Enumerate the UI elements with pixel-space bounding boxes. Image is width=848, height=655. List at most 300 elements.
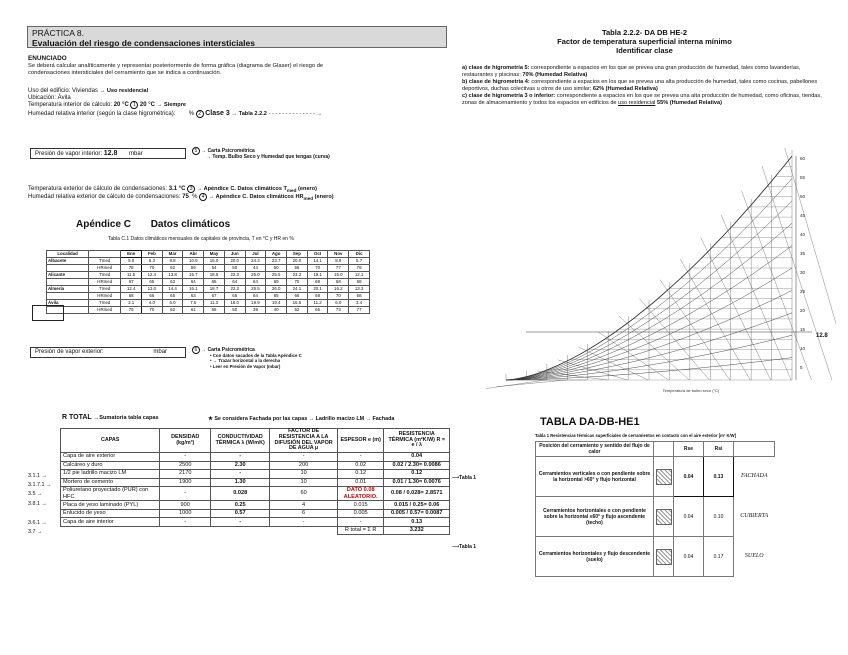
practice-header bbox=[27, 26, 447, 48]
rtotal-sum-value: 3.232 bbox=[384, 526, 450, 535]
apendice-title: Apéndice C Datos climáticos bbox=[76, 219, 231, 230]
presion-int-value: 12.8 bbox=[103, 150, 118, 157]
uso-note: Uso residencial bbox=[106, 88, 149, 94]
climate-value: 10.9 bbox=[183, 258, 204, 265]
capas-row bbox=[61, 509, 450, 518]
capas-cell-mu: 10 bbox=[270, 478, 338, 487]
enunciado-line2: condensaciones intersticiales del cerramiento que se indica a continuación. bbox=[28, 69, 222, 76]
climate-loc: Ávila bbox=[47, 300, 89, 307]
hr-ext-value: 75 bbox=[182, 193, 189, 200]
capas-cell-dens: 900 bbox=[160, 501, 211, 510]
climate-value: 63 bbox=[183, 293, 204, 300]
presion-int-notes: 5 → Carta Psicrométrica → Temp. Bulbo Seco y Humedad que tengas (curva) bbox=[192, 148, 330, 160]
climate-row bbox=[47, 307, 370, 314]
climate-value: 3.4 bbox=[349, 300, 370, 307]
chart-ytick-label: 45 bbox=[800, 213, 806, 218]
da-rse: 0.04 bbox=[674, 457, 704, 497]
humedad-note: Clase 3 bbox=[205, 109, 230, 117]
capas-cell-mu: 4 bbox=[270, 501, 338, 510]
rtotal-star-note: ★ Se considera Fachada por las capas → Ladrillo macizo LM → Fachada bbox=[208, 416, 395, 422]
climate-value: 64 bbox=[183, 279, 204, 286]
capas-head-cell: CAPAS bbox=[61, 429, 160, 453]
ubicacion-line: Ubicación: Ávila bbox=[28, 95, 71, 102]
capas-cell-esp: DATO 0.08 ALEATORIO. bbox=[337, 487, 384, 501]
capas-cell-capa: Capa de aire exterior bbox=[61, 453, 160, 462]
da-desc: Cerramientos verticales o con pendiente sobre la horizontal >60° y flujo horizontal bbox=[536, 457, 654, 497]
da-rse: 0.04 bbox=[674, 537, 704, 577]
climate-value: 25.5 bbox=[266, 272, 287, 279]
da-table: Posición del cerramiento y sentido del flujo de calor Rse Rsi Cerramientos verticales o con pendiente sobre la horizontal >60° y flujo horizontal 0.04 0.13 FACHADA Cerramientos horizontales o con pendiente sobre la horizontal ≤60° y flujo ascendente (techo) 0.04 0.10 CUBIERTA Cerramientos horizontales y flujo descendente (suelo) 0.04 0.17 SUELO bbox=[535, 441, 775, 577]
climate-value: 78 bbox=[349, 265, 370, 272]
climate-value: 3.1 bbox=[121, 300, 142, 307]
climate-row bbox=[47, 300, 370, 307]
presion-ext-label: Presión de vapor exterior: bbox=[35, 349, 104, 355]
climate-loc: Albacete bbox=[47, 258, 89, 265]
psychrometric-chart bbox=[486, 148, 836, 396]
capas-side-label: 3.7 → bbox=[28, 529, 43, 535]
climate-value: 66 bbox=[287, 293, 308, 300]
capas-cell-dens: 2170 bbox=[160, 470, 211, 479]
capas-row bbox=[61, 518, 450, 527]
climate-value: 24.1 bbox=[287, 286, 308, 293]
climate-value: 13.8 bbox=[162, 272, 183, 279]
capas-row bbox=[61, 501, 450, 510]
capas-head-cell: FACTOR DE RESISTENCIA A LA DIFUSIÓN DEL VAPOR DE AGUA μ bbox=[270, 429, 338, 453]
climate-value: 50 bbox=[224, 307, 245, 314]
capas-cell-esp: - bbox=[337, 453, 384, 462]
climate-value: 22.3 bbox=[224, 272, 245, 279]
climate-value: 75 bbox=[121, 307, 142, 314]
capas-cell-cond: 0.57 bbox=[211, 509, 270, 518]
capas-cell-esp: 0.02 bbox=[337, 461, 384, 470]
climate-value: 50 bbox=[266, 265, 287, 272]
climate-value: 78 bbox=[121, 265, 142, 272]
climate-value: 23.2 bbox=[287, 272, 308, 279]
capas-head-cell: DENSIDAD (kg/m³) bbox=[160, 429, 211, 453]
da-row bbox=[536, 537, 775, 577]
capas-cell-res: 0.01 / 1.30= 0.0076 bbox=[384, 478, 450, 487]
climate-value: 20.0 bbox=[224, 258, 245, 265]
capas-cell-mu: 10 bbox=[270, 470, 338, 479]
presion-int-label: Presión de vapor interior: bbox=[35, 151, 103, 157]
climate-value: 16.0 bbox=[224, 300, 245, 307]
climate-value: 64 bbox=[245, 293, 266, 300]
climate-row bbox=[47, 286, 370, 293]
circle-5: 5 bbox=[192, 147, 200, 155]
capas-cell-capa: Enlucido de yeso bbox=[61, 509, 160, 518]
capas-cell-dens: 1900 bbox=[160, 478, 211, 487]
climate-value: 44 bbox=[245, 265, 266, 272]
capas-cell-cond: - bbox=[211, 470, 270, 479]
capas-cell-dens: 2500 bbox=[160, 461, 211, 470]
tabla1-ref-top: ⟶Tabla 1 bbox=[452, 475, 477, 481]
capas-cell-capa: 1/2 pie ladrillo macizo LM bbox=[61, 470, 160, 479]
climate-value: 22.3 bbox=[224, 286, 245, 293]
climate-value: 65 bbox=[204, 279, 225, 286]
climate-table bbox=[46, 250, 370, 314]
avila-highlight bbox=[32, 305, 64, 321]
climate-head-cell: Abr bbox=[183, 251, 204, 258]
capas-cell-res: 0.12 bbox=[384, 470, 450, 479]
temp-ext-note: Apéndice C. Datos climáticos T bbox=[203, 186, 287, 192]
climate-value: 8.9 bbox=[328, 258, 349, 265]
da-row bbox=[536, 457, 775, 497]
climate-head-cell: Localidad bbox=[47, 251, 89, 258]
climate-head-cell: Jun bbox=[224, 251, 245, 258]
chart-grid-line bbox=[496, 380, 566, 387]
chart-ytick-label: 20 bbox=[800, 308, 806, 313]
capas-cell-res: 0.02 / 2.30= 0.0086 bbox=[384, 461, 450, 470]
climate-value: 11.5 bbox=[121, 272, 142, 279]
climate-value: 68 bbox=[307, 293, 328, 300]
presion-ext-box bbox=[30, 347, 186, 358]
enunciado-label: ENUNCIADO bbox=[28, 55, 67, 62]
climate-value: 70 bbox=[328, 293, 349, 300]
climate-head-cell bbox=[89, 251, 121, 258]
climate-value: 65 bbox=[224, 293, 245, 300]
climate-value: 67 bbox=[121, 279, 142, 286]
climate-value: 4.0 bbox=[142, 300, 163, 307]
climate-value: 15.7 bbox=[183, 272, 204, 279]
capas-cell-capa: Capa de aire interior bbox=[61, 518, 160, 527]
climate-value: 20.0 bbox=[287, 258, 308, 265]
capas-cell-dens: - bbox=[160, 518, 211, 527]
chart-grid-line bbox=[619, 316, 689, 380]
capas-cell-cond: 1.30 bbox=[211, 478, 270, 487]
capas-cell-cond: - bbox=[211, 518, 270, 527]
climate-var: HRmed bbox=[89, 279, 121, 286]
climate-value: 62 bbox=[162, 307, 183, 314]
capas-side-label: 3.6.1 → bbox=[28, 520, 47, 526]
climate-var: Tmed bbox=[89, 258, 121, 265]
capas-cell-cond: 0.25 bbox=[211, 501, 270, 510]
chart-grid-line bbox=[486, 380, 546, 390]
climate-value: 61 bbox=[183, 307, 204, 314]
climate-value: 70 bbox=[142, 265, 163, 272]
chart-ytick-label: 10 bbox=[800, 346, 806, 351]
climate-value: 13.3 bbox=[349, 286, 370, 293]
capas-row bbox=[61, 453, 450, 462]
climate-value: 52 bbox=[287, 307, 308, 314]
rtotal-sum-label: R total = Σ R bbox=[337, 526, 384, 535]
climate-head-cell: Feb bbox=[142, 251, 163, 258]
climate-loc bbox=[47, 279, 89, 286]
climate-value: 19.9 bbox=[245, 300, 266, 307]
climate-var: Tmed bbox=[89, 272, 121, 279]
tabla1-ref-bottom: ⟶Tabla 1 bbox=[452, 544, 477, 550]
climate-value: 16.5 bbox=[287, 300, 308, 307]
climate-value: 73 bbox=[328, 307, 349, 314]
climate-value: 64 bbox=[245, 279, 266, 286]
da-tag: SUELO bbox=[744, 552, 764, 559]
climate-value: 67 bbox=[204, 293, 225, 300]
temp-int-note: 20 °C bbox=[139, 102, 155, 109]
temp-int-note2: Siempre bbox=[163, 102, 187, 109]
climate-value: 12.1 bbox=[349, 272, 370, 279]
climate-value: 25.0 bbox=[245, 272, 266, 279]
climate-value: 6.3 bbox=[142, 258, 163, 265]
capas-row bbox=[61, 487, 450, 501]
chart-marker-label: 12.8 bbox=[816, 333, 828, 339]
climate-value: 70 bbox=[307, 265, 328, 272]
climate-row bbox=[47, 279, 370, 286]
climate-value: 39 bbox=[245, 307, 266, 314]
climate-value: 26.0 bbox=[266, 286, 287, 293]
chart-grid-line bbox=[537, 371, 607, 380]
hr-ext-label: Humedad relativa exterior de cálculo de condensaciones: bbox=[28, 193, 181, 200]
climate-row bbox=[47, 293, 370, 300]
circle-6: 6 bbox=[192, 346, 200, 354]
climate-value: 11.2 bbox=[307, 300, 328, 307]
capas-cell-cond: 2.30 bbox=[211, 461, 270, 470]
chart-ytick-label: 5 bbox=[800, 365, 803, 370]
capas-cell-mu: - bbox=[270, 453, 338, 462]
climate-value: 5.7 bbox=[349, 258, 370, 265]
climate-head-cell: Ago bbox=[266, 251, 287, 258]
climate-value: 6.0 bbox=[162, 300, 183, 307]
temp-int-value: 20 °C bbox=[113, 102, 129, 109]
climate-var: HRmed bbox=[89, 265, 121, 272]
capas-row bbox=[61, 470, 450, 479]
climate-value: 50 bbox=[224, 265, 245, 272]
climate-value: 15.0 bbox=[328, 272, 349, 279]
da-rsi: 0.17 bbox=[704, 537, 734, 577]
presion-int-note1: Carta Psicrométrica bbox=[207, 148, 255, 154]
climate-var: HRmed bbox=[89, 307, 121, 314]
capas-cell-capa: Mortero de cemento bbox=[61, 478, 160, 487]
capas-cell-res: 0.005 / 0.57= 0.0087 bbox=[384, 509, 450, 518]
climate-value: 7.5 bbox=[183, 300, 204, 307]
capas-cell-esp: 0.01 bbox=[337, 478, 384, 487]
capas-cell-res: 0.015 / 0.25= 0.06 bbox=[384, 501, 450, 510]
climate-value: 25.5 bbox=[245, 286, 266, 293]
climate-value: 68 bbox=[121, 293, 142, 300]
climate-value: 65 bbox=[266, 293, 287, 300]
rtotal-label: R TOTAL →Sumatoria tabla capas bbox=[62, 414, 159, 421]
chart-grid-line bbox=[701, 238, 771, 380]
chart-grid-line bbox=[721, 215, 791, 380]
chart-ytick-label: 30 bbox=[800, 270, 806, 275]
climate-value: 14.4 bbox=[162, 286, 183, 293]
enunciado-block bbox=[28, 55, 448, 77]
climate-value: 19.4 bbox=[266, 300, 287, 307]
climate-value: 55 bbox=[204, 307, 225, 314]
climate-value: 12.4 bbox=[142, 272, 163, 279]
capas-cell-esp: 0.005 bbox=[337, 509, 384, 518]
climate-value: 24.3 bbox=[245, 258, 266, 265]
capas-cell-capa: Placa de yeso laminado (PYL) bbox=[61, 501, 160, 510]
climate-value: 68 bbox=[328, 279, 349, 286]
climate-value: 8.8 bbox=[162, 258, 183, 265]
presion-ext-unit: mbar bbox=[153, 349, 168, 355]
climate-var: Tmed bbox=[89, 300, 121, 307]
capas-side-label: 3.5 → bbox=[28, 491, 43, 497]
climate-head-cell: Dic bbox=[349, 251, 370, 258]
climate-value: 23.7 bbox=[266, 258, 287, 265]
da-desc: Cerramientos horizontales y flujo descendente (suelo) bbox=[536, 537, 654, 577]
capas-head-cell: ESPESOR e (m) bbox=[337, 429, 384, 453]
climate-value: 18.7 bbox=[204, 286, 225, 293]
capas-cell-mu: - bbox=[270, 518, 338, 527]
presion-ext-notes: 6 → Carta Psicrométrica • Con datos sacados de la Tabla Apéndice C • → Trazar horizontal a la derecha • Leer en Presión de Vapor (mbar) bbox=[192, 347, 302, 369]
da-caption: Tabla 1 Resistencias térmicas superficiales de cerramientos en contacto con el aire exterior [m² K/W] bbox=[535, 433, 736, 438]
climate-value: 64 bbox=[224, 279, 245, 286]
circle-1: 1 bbox=[130, 101, 138, 109]
chart-ytick-label: 15 bbox=[800, 327, 806, 332]
enunciado-line1: Se deberá calcular analíticamente y representar posteriormente de forma gráfica (diagrama de Glaser) el riesgo de bbox=[28, 62, 324, 69]
capas-side-label: 3.1.1 → bbox=[28, 473, 47, 479]
da-title: TABLA DA-DB-HE1 bbox=[540, 416, 640, 428]
chart-ytick-label: 60 bbox=[800, 156, 806, 161]
climate-value: 5.0 bbox=[121, 258, 142, 265]
climate-value: 66 bbox=[142, 293, 163, 300]
climate-head-cell: Sep bbox=[287, 251, 308, 258]
climate-value: 19.1 bbox=[307, 272, 328, 279]
climate-value: 20.1 bbox=[307, 286, 328, 293]
presion-int-box bbox=[30, 148, 186, 159]
climate-var: HRmed bbox=[89, 293, 121, 300]
climate-value: 77 bbox=[349, 307, 370, 314]
chart-ytick-label: 25 bbox=[800, 289, 806, 294]
capas-cell-dens: - bbox=[160, 453, 211, 462]
climate-value: 13.0 bbox=[142, 286, 163, 293]
climate-value: 65 bbox=[142, 279, 163, 286]
climate-row bbox=[47, 265, 370, 272]
capas-cell-res: 0.04 bbox=[384, 453, 450, 462]
climate-value: 65 bbox=[307, 307, 328, 314]
practice-title: PRÁCTICA 8. bbox=[32, 28, 84, 38]
humedad-int-unit: % bbox=[188, 110, 195, 117]
circle-4: 4 bbox=[199, 193, 207, 201]
climate-loc: Alicante bbox=[47, 272, 89, 279]
da-tag: CUBIERTA bbox=[740, 512, 769, 519]
temp-int-label: Temperatura interior de cálculo: bbox=[28, 102, 113, 109]
da-row bbox=[536, 497, 775, 537]
climate-value: 16.2 bbox=[328, 286, 349, 293]
da-diagram bbox=[654, 457, 674, 497]
da-diagram bbox=[654, 497, 674, 537]
chart-ytick-label: 40 bbox=[800, 232, 806, 237]
da-rsi: 0.13 bbox=[704, 457, 734, 497]
capas-cell-cond: 0.028 bbox=[211, 487, 270, 501]
presion-ext-note1: Carta Psicrométrica bbox=[207, 347, 255, 353]
climate-value: 68 bbox=[349, 293, 370, 300]
capas-side-label: 3.8.1 → bbox=[28, 501, 47, 507]
chart-ytick-label: 50 bbox=[800, 194, 806, 199]
temp-ext-value: 3.1 °C bbox=[168, 186, 186, 192]
climate-value: 18.5 bbox=[204, 272, 225, 279]
capas-cell-esp: - bbox=[337, 518, 384, 527]
climate-value: 65 bbox=[162, 293, 183, 300]
capas-cell-mu: 200 bbox=[270, 461, 338, 470]
presion-int-unit: mbar bbox=[129, 151, 143, 157]
da-tag: FACHADA bbox=[740, 473, 768, 480]
climate-head-cell: Mar bbox=[162, 251, 183, 258]
chart-ytick-label: 35 bbox=[800, 251, 806, 256]
chart-xlabel: Temperatura de bulbo seco (°C) bbox=[662, 388, 720, 393]
climate-value: 14.1 bbox=[307, 258, 328, 265]
capas-cell-cond: - bbox=[211, 453, 270, 462]
humedad-int-label: Humedad relativa interior (según la clase higrométrica): bbox=[28, 110, 176, 117]
climate-value: 70 bbox=[142, 307, 163, 314]
capas-cell-res: 0.13 bbox=[384, 518, 450, 527]
chart-grid-line bbox=[660, 280, 730, 380]
climate-loc: Almería bbox=[47, 286, 89, 293]
climate-value: 12.4 bbox=[121, 286, 142, 293]
circle-2: 2 bbox=[196, 110, 204, 118]
hr-ext-note: Apéndice C. Datos climáticos HR bbox=[215, 193, 304, 200]
climate-var: Tmed bbox=[89, 286, 121, 293]
climate-value: 68 bbox=[349, 279, 370, 286]
climate-value: 69 bbox=[307, 279, 328, 286]
chart-grid-line bbox=[762, 166, 832, 380]
climate-head-cell: May bbox=[204, 251, 225, 258]
climate-head-cell: Oct bbox=[307, 251, 328, 258]
climate-value: 69 bbox=[266, 279, 287, 286]
capas-cell-res: 0.08 / 0.028= 2.8571 bbox=[384, 487, 450, 501]
tabla222-header: Tabla 2.2.2- DA DB HE-2 Factor de temperatura superficial interna mínimo Identificar clase bbox=[557, 28, 732, 55]
climate-loc bbox=[47, 265, 89, 272]
climate-value: 15.0 bbox=[204, 258, 225, 265]
capas-cell-capa: Calcáreo y duro bbox=[61, 461, 160, 470]
temp-ext-label: Temperatura exterior de cálculo de condensaciones: bbox=[28, 186, 168, 192]
climate-value: 6.0 bbox=[328, 300, 349, 307]
da-rsi: 0.10 bbox=[704, 497, 734, 537]
climate-value: 11.3 bbox=[204, 300, 225, 307]
climate-value: 16.1 bbox=[183, 286, 204, 293]
capas-row bbox=[61, 461, 450, 470]
climate-loc bbox=[47, 293, 89, 300]
data-lines: Uso del edificio: Viviendas → Uso residencial Ubicación: Ávila Temperatura interior de cálculo: 20 °C 1 20 °C → Siempre Humedad relativa interior (según la clase higrométrica): % 2 Clase 3 → Tabla 2.2.2 - - - - - - - - - - - - - - → bbox=[28, 88, 448, 118]
climate-row bbox=[47, 272, 370, 279]
climate-value: 40 bbox=[266, 307, 287, 314]
capas-cell-dens: - bbox=[160, 487, 211, 501]
climate-head-cell: Ene bbox=[121, 251, 142, 258]
da-desc: Cerramientos horizontales o con pendiente sobre la horizontal ≤60° y flujo ascendente (techo) bbox=[536, 497, 654, 537]
climate-head-cell: Nov bbox=[328, 251, 349, 258]
capas-head-cell: CONDUCTIVIDAD TÉRMICA λ (W/mK) bbox=[211, 429, 270, 453]
chart-ytick-label: 55 bbox=[800, 175, 806, 180]
humedad-note2: Tabla 2.2.2 bbox=[238, 110, 267, 117]
da-diagram bbox=[654, 537, 674, 577]
chart-grid-line bbox=[680, 259, 750, 380]
da-rse: 0.04 bbox=[674, 497, 704, 537]
presion-int-note2: Temp. Bulbo Seco y Humedad que tengas (curva) bbox=[212, 154, 330, 160]
capas-cell-dens: 1000 bbox=[160, 509, 211, 518]
capas-row bbox=[61, 478, 450, 487]
climate-value: 56 bbox=[287, 265, 308, 272]
capas-table bbox=[60, 428, 450, 535]
climate-value: 59 bbox=[183, 265, 204, 272]
climate-value: 70 bbox=[287, 279, 308, 286]
uso-line: Uso del edificio: Viviendas bbox=[28, 88, 98, 94]
practice-subtitle: Evaluación del riesgo de condensaciones intersticiales bbox=[32, 38, 255, 49]
climate-head-cell: Jul bbox=[245, 251, 266, 258]
climate-value: 77 bbox=[328, 265, 349, 272]
capas-cell-esp: 0.015 bbox=[337, 501, 384, 510]
climate-row bbox=[47, 258, 370, 265]
capas-cell-esp: 0.12 bbox=[337, 470, 384, 479]
capas-cell-capa: Poliuretano proyectado (PUR) con HFC bbox=[61, 487, 160, 501]
tabla222-body: a) clase de higrometría 5: correspondiente a espacios en los que se prevea una gran producción de humedad, tales como lavanderías, restaurantes y piscinas; 70% (Humedad Relativa) b) clase de higrometría 4: correspondiente a espacios en los que se prevea una alta producción de humedad, tales como cocinas, pabellones deportivos, duchas colectivas u otros de uso similar; 62% (Humedad Relativa) c) clase de higrometría 3 o inferior: correspondiente a espacios en los que se prevea una alta producción de humedad, como oficinas, tiendas, zonas de almacenamiento y todos los espacios en edificios de uso residencial 55% (Humedad Relativa) bbox=[462, 65, 822, 106]
chart-grid-line bbox=[782, 148, 836, 380]
temp-ext-block: Temperatura exterior de cálculo de condensaciones: 3.1 °C 3 → Apéndice C. Datos climáticos $T_{med}$ (enero) Humedad relativa exterior de cálculo de condensaciones: 75 % 4 → Apéndice C. Datos climáticos $HR_{med}$ (enero) bbox=[28, 186, 334, 201]
capas-head-cell: RESISTENCIA TÉRMICA (m²K/W) R = e / λ bbox=[384, 429, 450, 453]
apendice-caption: Tabla C.1 Datos climáticos mensuales de capitales de provincia, T en °C y HR en % bbox=[108, 236, 294, 242]
capas-side-label: 3.1.7.1 → bbox=[28, 482, 52, 488]
climate-value: 54 bbox=[204, 265, 225, 272]
circle-3: 3 bbox=[187, 185, 195, 193]
